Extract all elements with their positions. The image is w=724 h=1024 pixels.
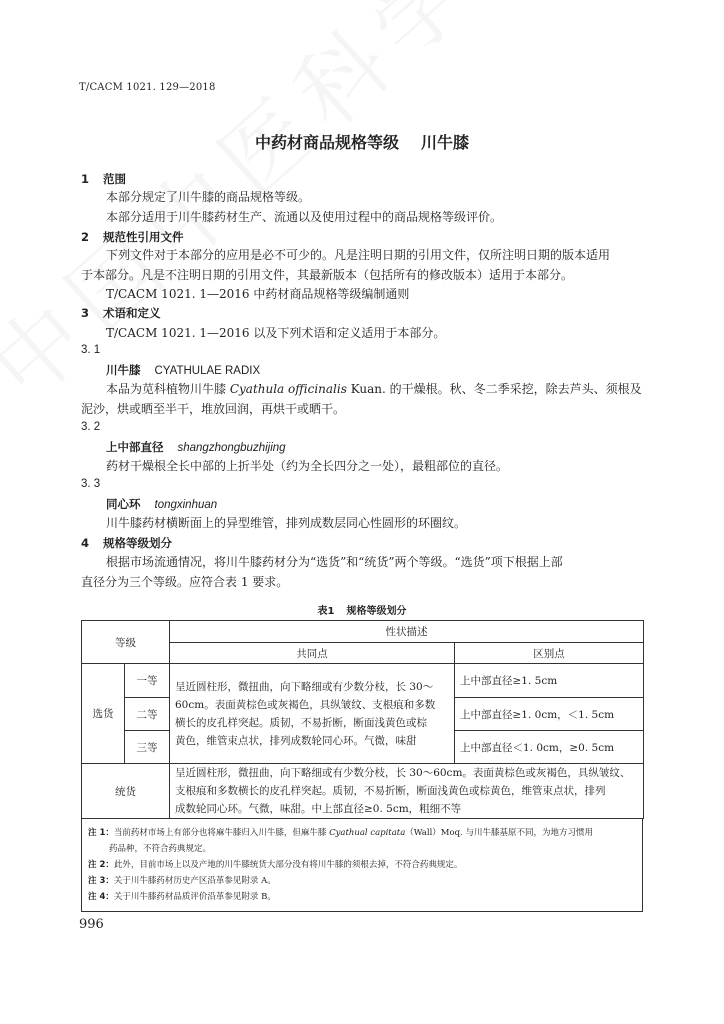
term-1-heading: 川牛膝 CYATHULAE RADIX — [106, 363, 261, 377]
section-4-p1-line1: 根据市场流通情况，将川牛膝药材分为“选货”和“统货”两个等级。“选货”项下根据上部 — [106, 555, 563, 569]
bulk-desc: 呈近圆柱形，微扭曲，向下略细或有少数分枝，长 30～60cm。表面黄棕色或灰褐色，具纵皱纹、 支根痕和多数横长的皮孔样突起。质韧，不易折断，断面浅黄色或棕黄色，维管束点状，排列 成数轮同心环。气微，味甜。中上部直径≥0. 5cm，粗细不等 — [170, 764, 644, 819]
term-2-heading: 上中部直径 shangzhongbuzhijing — [106, 440, 286, 454]
term-3-def: 川牛膝药材横断面上的异型维管，排列成数层同心性圆形的环圈纹。 — [106, 516, 467, 530]
term-1-number: 3. 1 — [81, 344, 101, 356]
grade-diff: 上中部直径≥1. 5cm — [455, 664, 644, 698]
section-4-p1-line2: 直径分为三个等级。应符合表 1 要求。 — [81, 575, 289, 589]
grade-diff: 上中部直径≥1. 0cm，＜1. 5cm — [455, 698, 644, 731]
section-1-p1: 本部分规定了川牛膝的商品规格等级。 — [106, 190, 311, 204]
header-diff: 区别点 — [455, 643, 644, 664]
grade-name: 三等 — [125, 731, 170, 764]
header-grade: 等级 — [82, 621, 170, 664]
section-3-p1: T/CACM 1021. 1—2016 以及下列术语和定义适用于本部分。 — [106, 326, 446, 340]
grade-table — [81, 620, 644, 819]
header-traits: 性状描述 — [170, 621, 644, 643]
table-notes — [81, 818, 643, 912]
header-common: 共同点 — [170, 643, 455, 664]
title-sub: 川牛膝 — [421, 133, 470, 152]
note-4: 注 4：关于川牛膝药材品质评价沿革参见附录 B。 — [88, 892, 276, 902]
select-label: 选货 — [82, 664, 125, 764]
term-1-def-line1: 本品为苋科植物川牛膝 Cyathula officinalis Kuan. 的干燥根。秋、冬二季采挖，除去芦头、须根及 — [106, 382, 642, 396]
note-1: 注 1：当前药材市场上有部分也将麻牛膝归入川牛膝，但麻牛膝 Cyathual capitata（Wall）Moq. 与川牛膝基原不同，为地方习惯用 — [88, 828, 593, 838]
section-3-heading: 3 术语和定义 — [81, 306, 161, 320]
term-3-heading: 同心环 tongxinhuan — [106, 497, 218, 511]
title-main: 中药材商品规格等级 — [254, 133, 399, 152]
section-2-p2: T/CACM 1021. 1—2016 中药材商品规格等级编制通则 — [106, 287, 410, 301]
note-1-line2: 药品种，不符合药典规定。 — [109, 844, 212, 854]
section-2-heading: 2 规范性引用文件 — [81, 230, 184, 244]
page-number: 996 — [79, 917, 104, 932]
select-common-desc: 呈近圆柱形，微扭曲，向下略细或有少数分枝，长 30～ 60cm。表面黄棕色或灰褐色，具纵皱纹、支根痕和多数 横长的皮孔样突起。质韧，不易折断，断面浅黄色或棕 黄色，维管束点状，排列成数轮同心环。气微，味甜 — [170, 664, 455, 764]
page-title — [0, 130, 724, 153]
section-1-p2: 本部分适用于川牛膝药材生产、流通以及使用过程中的商品规格等级评价。 — [106, 210, 503, 224]
section-2-p1-line2: 于本部分。凡是不注明日期的引用文件，其最新版本（包括所有的修改版本）适用于本部分。 — [81, 268, 574, 282]
standard-code: T/CACM 1021. 129—2018 — [79, 82, 216, 93]
table-caption: 表1 规格等级划分 — [317, 606, 407, 617]
section-2-p1-line1: 下列文件对于本部分的应用是必不可少的。凡是注明日期的引用文件，仅所注明日期的版本适用 — [106, 248, 611, 262]
grade-name: 一等 — [125, 664, 170, 698]
term-1-def-line2: 泥沙，烘或晒至半干，堆放回润，再烘干或晒干。 — [81, 402, 346, 416]
term-3-number: 3. 3 — [81, 478, 101, 490]
grade-diff: 上中部直径＜1. 0cm，≥0. 5cm — [455, 731, 644, 764]
note-3: 注 3：关于川牛膝药材历史产区沿革参见附录 A。 — [88, 876, 276, 886]
section-1-heading: 1 范围 — [81, 172, 126, 186]
note-2: 注 2：此外，目前市场上以及产地的川牛膝统货大部分没有将川牛膝的须根去掉，不符合药典规定。 — [88, 860, 463, 870]
term-2-def: 药材干燥根全长中部的上折半处（约为全长四分之一处），最粗部位的直径。 — [106, 459, 509, 473]
term-2-number: 3. 2 — [81, 421, 101, 433]
grade-name: 二等 — [125, 698, 170, 731]
section-4-heading: 4 规格等级划分 — [81, 536, 172, 550]
bulk-label: 统货 — [82, 764, 170, 819]
